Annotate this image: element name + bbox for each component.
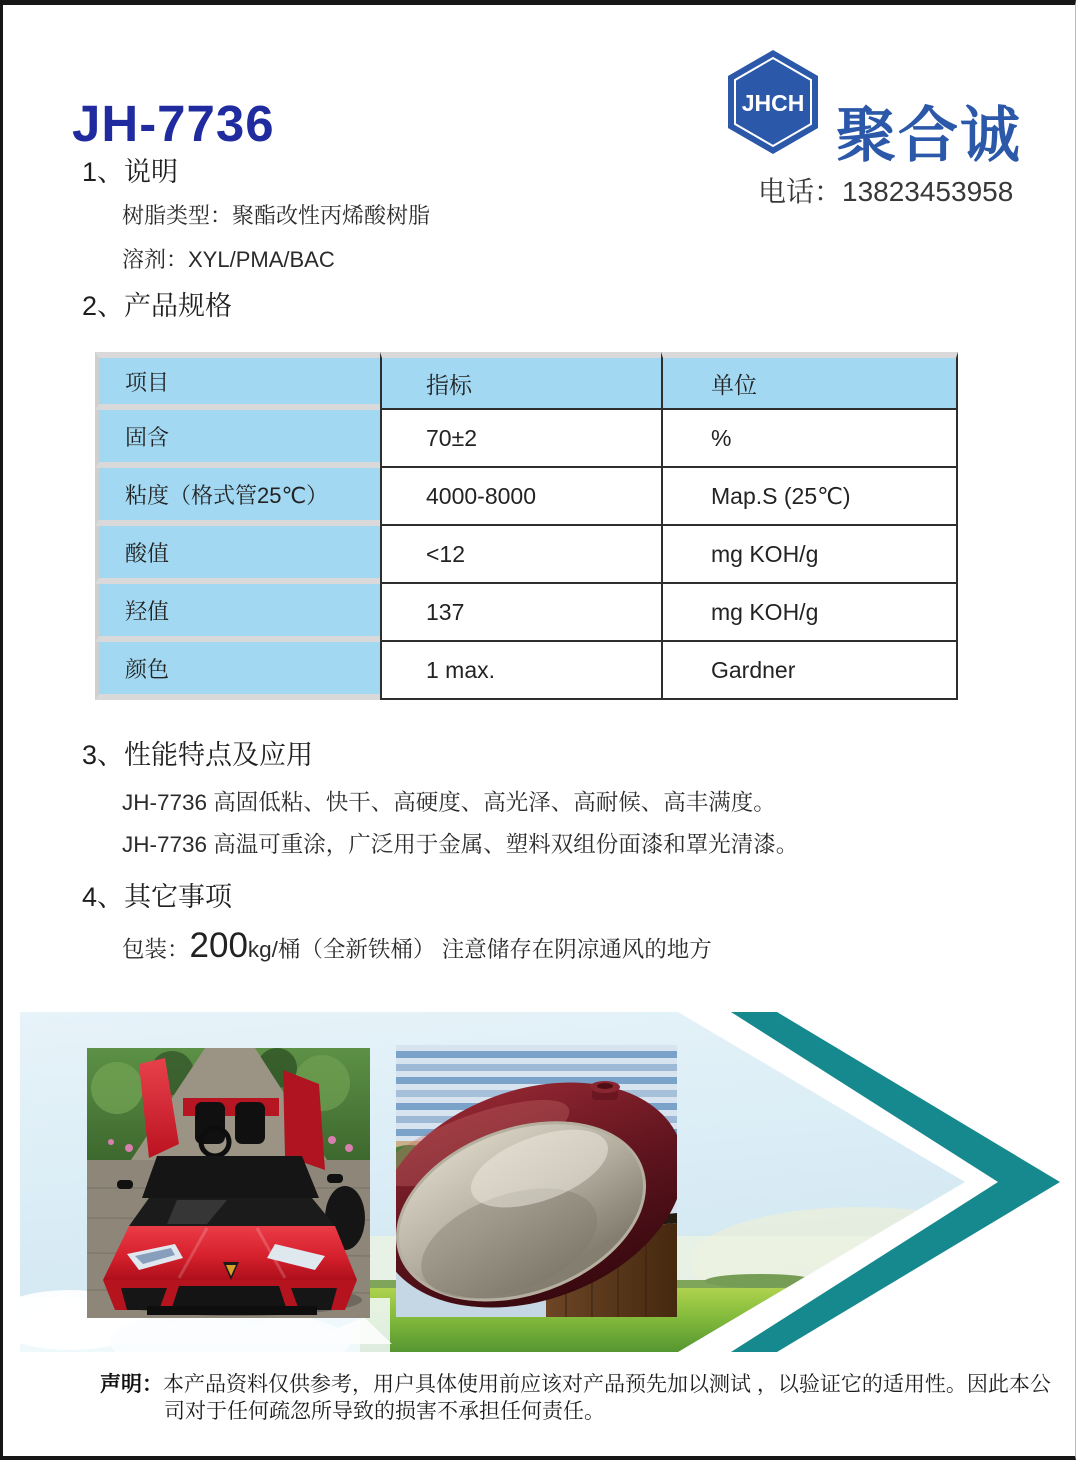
cowl: [142, 1156, 319, 1198]
phone-number: 电话：13823453958: [758, 176, 1014, 207]
scissor-door-right: [283, 1070, 325, 1170]
packaging-suffix: kg/桶（全新铁桶） 注意储存在阴凉通风的地方: [247, 937, 712, 962]
splitter: [147, 1306, 317, 1315]
disclaimer: [100, 1372, 1064, 1425]
mirror-left: [117, 1180, 133, 1189]
promo-banner: [0, 1005, 1076, 1360]
packaging-prefix: 包装：: [122, 937, 190, 962]
spec-row-item: 固含: [95, 410, 380, 468]
spec-row-value: 1 max.: [380, 642, 661, 700]
feature-line-1: JH-7736 高固低粘、快干、高硬度、高光泽、高耐候、高丰满度。: [122, 790, 776, 815]
logo-text: JHCH: [741, 90, 805, 116]
disclaimer-text: 本产品资料仅供参考，用户具体使用前应该对产品预先加以测试 ，以验证它的适用性。因此本公司对于任何疏忽所导致的损害不承担任何责任。: [163, 1373, 1051, 1423]
spec-row-value: 4000-8000: [380, 468, 661, 526]
company-logo: [727, 49, 819, 155]
spec-header-item: 项目: [95, 352, 380, 410]
page-title: JH-7736: [72, 95, 275, 152]
solvent-line: 溶剂：XYL/PMA/BAC: [122, 247, 335, 272]
disclaimer-label: 声明：: [100, 1373, 163, 1396]
tree-clump: [705, 1274, 815, 1288]
filler-cap-inner: [597, 1083, 613, 1089]
packaging-line: [122, 926, 712, 966]
spec-row-item: 酸值: [95, 526, 380, 584]
spec-row-unit: Gardner: [661, 642, 958, 700]
spec-row-value: 137: [380, 584, 661, 642]
spec-row-unit: %: [661, 410, 958, 468]
spec-row-unit: mg KOH/g: [661, 584, 958, 642]
section4-heading: 4、其它事项: [82, 882, 233, 912]
mirror-right: [327, 1174, 343, 1183]
spec-row-unit: Map.S (25℃): [661, 468, 958, 526]
brand-name: 聚合诚: [836, 102, 1022, 169]
resin-type-line: 树脂类型：聚酯改性丙烯酸树脂: [122, 203, 431, 228]
seat-right: [235, 1102, 265, 1144]
spec-row-item: 羟值: [95, 584, 380, 642]
section2-heading: 2、产品规格: [82, 291, 233, 321]
spec-row-value: <12: [380, 526, 661, 584]
photo-red-toy-car: [87, 1048, 370, 1318]
spec-header-unit: 单位: [661, 352, 958, 410]
photo-fuel-tank: [347, 1042, 716, 1347]
spec-row-item: 粘度（格式管25℃）: [95, 468, 380, 526]
spec-table: [95, 352, 958, 700]
windshield: [129, 1198, 335, 1226]
spec-row-item: 颜色: [95, 642, 380, 700]
section1-heading: 1、说明: [82, 157, 179, 187]
spec-header-value: 指标: [380, 352, 661, 410]
spec-row-value: 70±2: [380, 410, 661, 468]
feature-line-2: JH-7736 高温可重涂，广泛用于金属、塑料双组份面漆和罩光清漆。: [122, 832, 799, 857]
spec-row-unit: mg KOH/g: [661, 526, 958, 584]
packaging-size: 200: [189, 926, 248, 965]
section3-heading: 3、性能特点及应用: [82, 740, 314, 770]
